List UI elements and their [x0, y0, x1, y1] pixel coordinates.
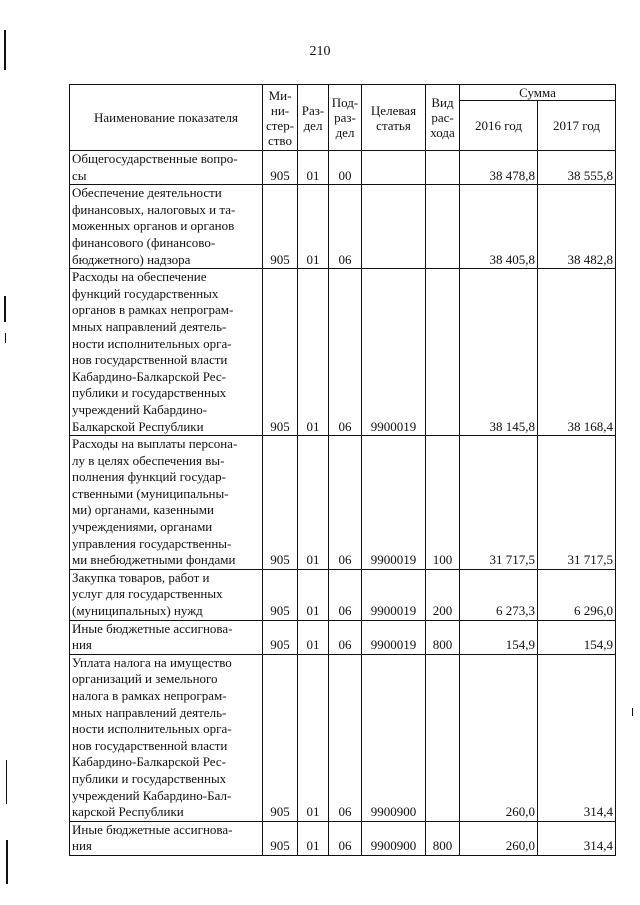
row-section: 01: [298, 151, 329, 185]
row-subsection: 06: [329, 654, 362, 821]
scan-edge-mark: [4, 296, 6, 322]
scan-edge-mark: [6, 840, 8, 884]
row-sum-2016: 260,0: [460, 821, 538, 855]
row-expense-type: 800: [426, 620, 460, 654]
header-year-2016: 2016 год: [460, 101, 538, 151]
row-ministry: 905: [263, 151, 298, 185]
row-ministry: 905: [263, 821, 298, 855]
table-row: [70, 185, 616, 269]
row-name: Общегосударственные вопро- сы: [70, 151, 263, 185]
row-sum-2017: 38 482,8: [538, 185, 616, 269]
row-ministry: 905: [263, 620, 298, 654]
header-ministry: Ми- ни- стер- ство: [263, 85, 298, 151]
row-name: Расходы на обеспечение функций государственных органов в рамках непрограм- мных направлений деятель- ности исполнительных орга- нов государственной власти Кабардино-Балкарской Рес- публики и государственных учреждений Кабардино- Балкарской Республики: [70, 269, 263, 436]
row-sum-2016: 6 273,3: [460, 569, 538, 620]
row-section: 01: [298, 569, 329, 620]
scan-edge-mark: [6, 760, 7, 804]
row-target: 9900019: [362, 436, 426, 570]
row-name: Закупка товаров, работ и услуг для государственных (муниципальных) нужд: [70, 569, 263, 620]
table-row: [70, 269, 616, 436]
header-name: Наименование показателя: [70, 85, 263, 151]
header-section: Раз- дел: [298, 85, 329, 151]
table-body: [70, 151, 616, 856]
row-sum-2016: 38 145,8: [460, 269, 538, 436]
row-expense-type: [426, 654, 460, 821]
row-target: 9900019: [362, 569, 426, 620]
row-name: Иные бюджетные ассигнова- ния: [70, 821, 263, 855]
header-subsection: Под- раз- дел: [329, 85, 362, 151]
row-section: 01: [298, 821, 329, 855]
header-sum: Сумма: [460, 85, 616, 101]
row-ministry: 905: [263, 269, 298, 436]
row-expense-type: 100: [426, 436, 460, 570]
row-sum-2017: 314,4: [538, 654, 616, 821]
row-expense-type: [426, 151, 460, 185]
row-expense-type: 200: [426, 569, 460, 620]
row-target: [362, 185, 426, 269]
row-name: Обеспечение деятельности финансовых, налоговых и та- моженных органов и органов финансового (финансово- бюджетного) надзора: [70, 185, 263, 269]
row-target: 9900900: [362, 654, 426, 821]
row-section: 01: [298, 185, 329, 269]
scan-edge-mark: [4, 30, 6, 70]
row-subsection: 00: [329, 151, 362, 185]
row-sum-2017: 38 555,8: [538, 151, 616, 185]
header-expense-type: Вид рас- хода: [426, 85, 460, 151]
header-target: Целевая статья: [362, 85, 426, 151]
table-row: [70, 654, 616, 821]
page-number: 210: [309, 44, 331, 59]
row-sum-2017: 314,4: [538, 821, 616, 855]
table-row: [70, 151, 616, 185]
row-ministry: 905: [263, 569, 298, 620]
row-sum-2017: 38 168,4: [538, 269, 616, 436]
table-header: [70, 85, 616, 151]
row-expense-type: 800: [426, 821, 460, 855]
row-target: 9900019: [362, 620, 426, 654]
row-subsection: 06: [329, 185, 362, 269]
header-year-2017: 2017 год: [538, 101, 616, 151]
row-subsection: 06: [329, 569, 362, 620]
row-subsection: 06: [329, 821, 362, 855]
table-row: [70, 821, 616, 855]
row-section: 01: [298, 654, 329, 821]
row-sum-2016: 154,9: [460, 620, 538, 654]
row-section: 01: [298, 269, 329, 436]
row-ministry: 905: [263, 654, 298, 821]
row-sum-2017: 31 717,5: [538, 436, 616, 570]
row-section: 01: [298, 436, 329, 570]
row-section: 01: [298, 620, 329, 654]
scan-edge-mark: [632, 708, 633, 716]
row-name: Иные бюджетные ассигнова- ния: [70, 620, 263, 654]
row-expense-type: [426, 269, 460, 436]
budget-table: [69, 84, 616, 856]
scan-edge-mark: [5, 333, 6, 343]
table-row: [70, 436, 616, 570]
row-subsection: 06: [329, 436, 362, 570]
row-target: 9900019: [362, 269, 426, 436]
table-row: [70, 569, 616, 620]
row-target: [362, 151, 426, 185]
row-target: 9900900: [362, 821, 426, 855]
row-subsection: 06: [329, 620, 362, 654]
row-name: Уплата налога на имущество организаций и земельного налога в рамках непрограм- мных направлений деятель- ности исполнительных орга- нов государственной власти Кабардино-Балкарской Рес- публики и государственных учреждений Кабардино-Бал- карской Республики: [70, 654, 263, 821]
row-subsection: 06: [329, 269, 362, 436]
row-ministry: 905: [263, 436, 298, 570]
row-sum-2016: 38 478,8: [460, 151, 538, 185]
row-ministry: 905: [263, 185, 298, 269]
header-row-top: [70, 85, 616, 101]
row-sum-2016: 38 405,8: [460, 185, 538, 269]
row-expense-type: [426, 185, 460, 269]
row-sum-2017: 154,9: [538, 620, 616, 654]
table-row: [70, 620, 616, 654]
row-name: Расходы на выплаты персона- лу в целях обеспечения вы- полнения функций государ- ственными (муниципальны- ми) органами, казенными учреждениями, органами управления государственны- ми внебюджетными фондами: [70, 436, 263, 570]
row-sum-2016: 260,0: [460, 654, 538, 821]
row-sum-2016: 31 717,5: [460, 436, 538, 570]
row-sum-2017: 6 296,0: [538, 569, 616, 620]
